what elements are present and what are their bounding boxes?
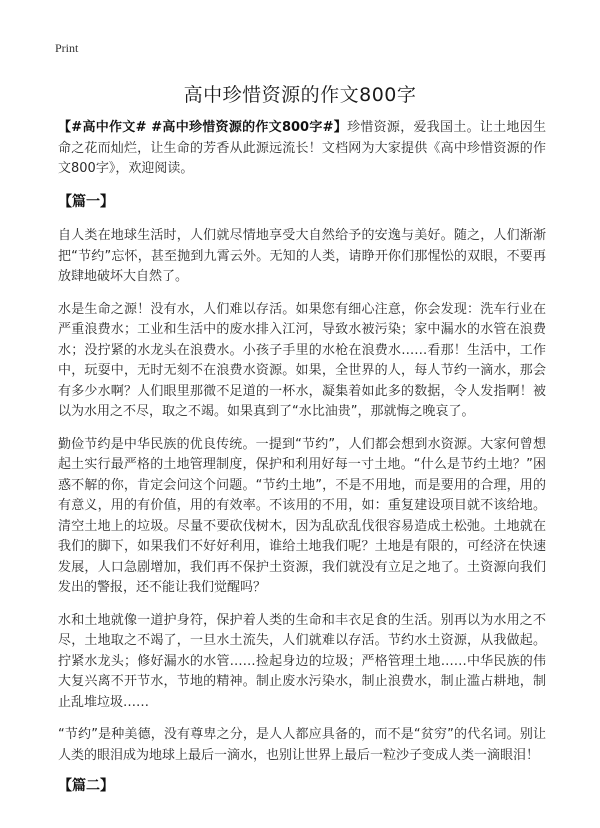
intro-text: 珍惜资源，爱我国土。让土地因生命之花而灿烂，让生命的芳香从此源远流长！文档网为大家提供《高中珍惜资源的作文800字》，欢迎阅读。 <box>58 120 546 176</box>
intro-paragraph <box>58 118 546 180</box>
section-heading-1: 【篇一】 <box>58 193 114 210</box>
paragraph-4: 水和土地就像一道护身符，保护着人类的生命和丰衣足食的生活。别再以为水用之不尽，土地取之不竭了，一旦水土流失，人们就难以存活。节约水土资源，从我做起。拧紧水龙头；修好漏水的水管……捡起身边的垃圾；严格管理土地……中华民族的伟大复兴离不开节水，节地的精神。制止废水污染水，制止浪费水，制止滥占耕地，制止乱堆垃圾…… <box>58 612 546 710</box>
paragraph-3: 勤俭节约是中华民族的优良传统。一提到“节约”，人们都会想到水资源。大家何曾想起土实行最严格的土地管理制度，保护和利用好每一寸土地。“什么是节约土地？”困惑不解的你，肯定会问这个问题。“节约土地”，不是不用地，而是要用的合理，用的有意义，用的有价值，用的有效率。不该用的不用，如：重复建设项目就不该给地。清空土地上的垃圾。尽量不要砍伐树木，因为乱砍乱伐很容易造成土松弛。土地就在我们的脚下，如果我们不好好利用，谁给土地我们呢？土地是有限的，可经济在快速发展，人口急剧增加，我们再不保护土资源，我们就没有立足之地了。土资源向我们发出的警报，还不能让我们觉醒吗？ <box>58 436 546 595</box>
intro-tag: 【#高中作文# #高中珍惜资源的作文800字#】 <box>58 120 348 135</box>
paragraph-2: 水是生命之源！没有水，人们难以存活。如果您有细心注意，你会发现：洗车行业在严重浪费水；工业和生活中的废水排入江河，导致水被污染；家中漏水的水管在浪费水；没拧紧的水龙头在浪费水。小孩子手里的水枪在浪费水……看那！生活中，工作中，玩耍中，无时无刻不在浪费水资源。如果，全世界的人，每人节约一滴水，那会有多少水啊？人们眼里那微不足道的一杯水，凝集着如此多的数据，令人发指啊！被以为水用之不尽，取之不竭。如果真到了“水比油贵”，那就悔之晚哀了。 <box>58 301 546 419</box>
paragraph-1: 自人类在地球生活时，人们就尽情地享受大自然给予的安逸与美好。随之，人们渐渐把“节约”忘怀，甚至抛到九霄云外。无知的人类，请睁开你们那惺忪的双眼，不要再放肆地破坏大自然了。 <box>58 228 546 284</box>
paragraph-5: “节约”是种美德，没有尊卑之分，是人人都应具备的，而不是“贫穷”的代名词。别让人类的眼泪成为地球上最后一滴水，也别让世界上最后一粒沙子变成人类一滴眼泪！ <box>58 727 546 763</box>
page-title: 高中珍惜资源的作文800字 <box>183 84 417 106</box>
print-link[interactable]: Print <box>55 41 79 55</box>
section-heading-2: 【篇二】 <box>58 778 114 794</box>
article-body <box>58 118 546 811</box>
